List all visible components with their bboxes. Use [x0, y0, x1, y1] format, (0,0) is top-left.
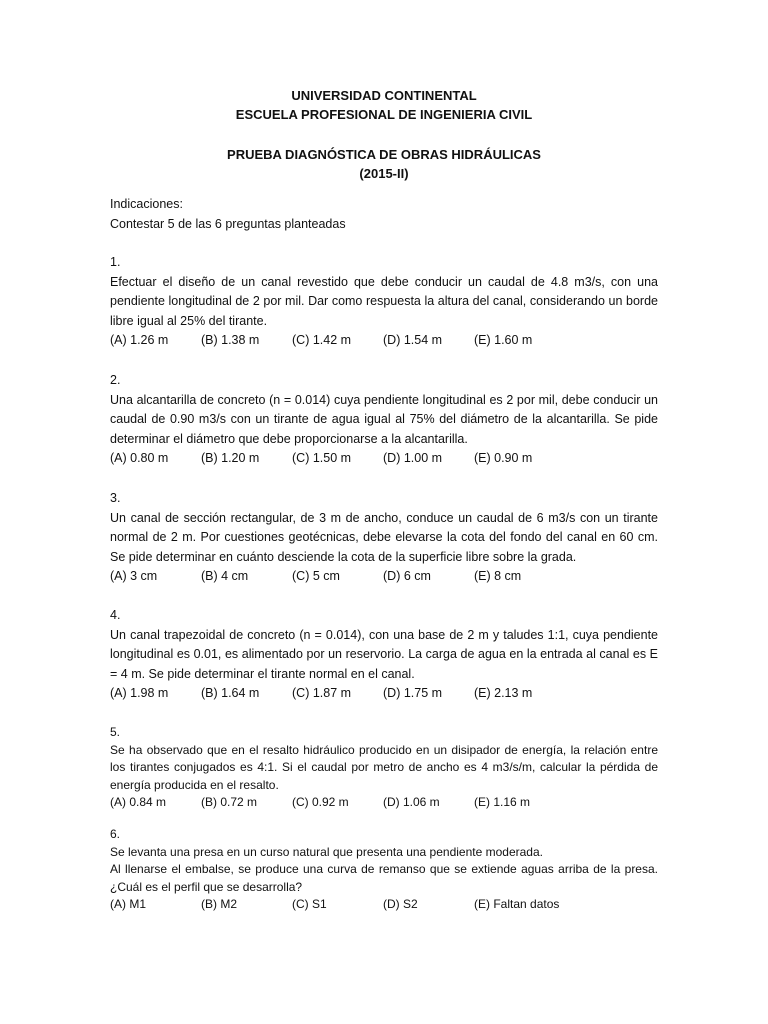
question-number: 3. [110, 491, 121, 505]
option-d: (D) 1.06 m [383, 795, 440, 809]
option-d: (D) 1.75 m [383, 686, 443, 700]
question-number: 4. [110, 608, 121, 622]
instructions-text: Contestar 5 de las 6 preguntas planteadas [110, 217, 346, 231]
option-b: (B) 4 cm [201, 569, 249, 583]
question-text: Efectuar el diseño de un canal revestido que debe conducir un caudal de 4.8 m3/s, con una pendiente longitudinal de 2 por mil. Dar como respuesta la altura del canal, considerando un borde libre igual al 25% del tirante. [110, 274, 658, 328]
option-e: (E) 8 cm [474, 569, 522, 583]
instructions-label: Indicaciones: [110, 197, 183, 211]
answer-options [110, 684, 658, 704]
option-e: (E) 1.16 m [474, 795, 531, 809]
exam-term: (2015-II) [359, 166, 409, 181]
option-e: (E) 0.90 m [474, 451, 533, 465]
option-b: (B) M2 [201, 897, 237, 911]
option-b: (B) 0.72 m [201, 795, 258, 809]
answer-options [110, 896, 658, 916]
question-number: 6. [110, 827, 121, 841]
option-e: (E) 1.60 m [474, 333, 533, 347]
option-d: (D) 6 cm [383, 569, 431, 583]
question-5 [110, 724, 658, 814]
question-text: Un canal de sección rectangular, de 3 m de ancho, conduce un caudal de 6 m3/s con un tirante normal de 2 m. Por cuestiones geotécnicas, debe elevarse la cota del fondo del canal en 60 cm. Se pide determinar en cuánto desciende la cota de la superficie libre sobre la grada. [110, 510, 658, 564]
question-3 [110, 489, 658, 587]
option-a: (A) 0.84 m [110, 795, 167, 809]
option-b: (B) 1.64 m [201, 686, 260, 700]
option-c: (C) 5 cm [292, 569, 340, 583]
school-name: ESCUELA PROFESIONAL DE INGENIERIA CIVIL [235, 107, 533, 122]
option-c: (C) 0.92 m [292, 795, 349, 809]
question-text: Un canal trapezoidal de concreto (n = 0.014), con una base de 2 m y taludes 1:1, cuya pendiente longitudinal es 0.01, es alimentado por un reservorio. La carga de agua en la entrada al canal es E = 4 m. Se pide determinar el tirante normal en el canal. [110, 627, 658, 681]
exam-title: PRUEBA DIAGNÓSTICA DE OBRAS HIDRÁULICAS [227, 147, 541, 162]
question-6 [110, 826, 658, 916]
option-d: (D) 1.54 m [383, 333, 443, 347]
question-number: 5. [110, 725, 121, 739]
answer-options [110, 567, 658, 587]
option-a: (A) 1.26 m [110, 333, 169, 347]
option-a: (A) M1 [110, 897, 146, 911]
question-2 [110, 371, 658, 469]
answer-options [110, 794, 658, 814]
option-a: (A) 1.98 m [110, 686, 169, 700]
option-e: (E) 2.13 m [474, 686, 533, 700]
question-1 [110, 253, 658, 351]
question-text: Una alcantarilla de concreto (n = 0.014) cuya pendiente longitudinal es 2 por mil, debe conducir un caudal de 0.90 m3/s con un tirante de agua igual al 75% del diámetro de la alcantarilla. Se pide determinar el diámetro que debe proporcionarse a la alcantarilla. [110, 392, 658, 446]
option-e: (E) Faltan datos [474, 897, 560, 911]
university-name: UNIVERSIDAD CONTINENTAL [291, 88, 477, 103]
question-text-continued: Al llenarse el embalse, se produce una curva de remanso que se extiende aguas arriba de la presa. ¿Cuál es el perfil que se desarrolla? [110, 862, 658, 894]
question-text: Se ha observado que en el resalto hidráulico producido en un disipador de energía, la relación entre los tirantes conjugados es 4:1. Si el caudal por metro de ancho es 4 m3/s/m, calcular la pérdida de energía producida en el resalto. [110, 742, 658, 792]
instructions [110, 194, 658, 234]
option-c: (C) 1.42 m [292, 333, 352, 347]
exam-header [0, 86, 768, 183]
option-a: (A) 0.80 m [110, 451, 169, 465]
question-text: Se levanta una presa en un curso natural que presenta una pendiente moderada. [110, 844, 543, 859]
answer-options [110, 331, 658, 351]
option-b: (B) 1.38 m [201, 333, 260, 347]
option-d: (D) S2 [383, 897, 418, 911]
option-b: (B) 1.20 m [201, 451, 260, 465]
answer-options [110, 449, 658, 469]
option-c: (C) 1.87 m [292, 686, 352, 700]
option-d: (D) 1.00 m [383, 451, 443, 465]
option-a: (A) 3 cm [110, 569, 158, 583]
option-c: (C) S1 [292, 897, 327, 911]
question-4 [110, 606, 658, 704]
question-number: 2. [110, 373, 121, 387]
option-c: (C) 1.50 m [292, 451, 352, 465]
question-number: 1. [110, 255, 121, 269]
